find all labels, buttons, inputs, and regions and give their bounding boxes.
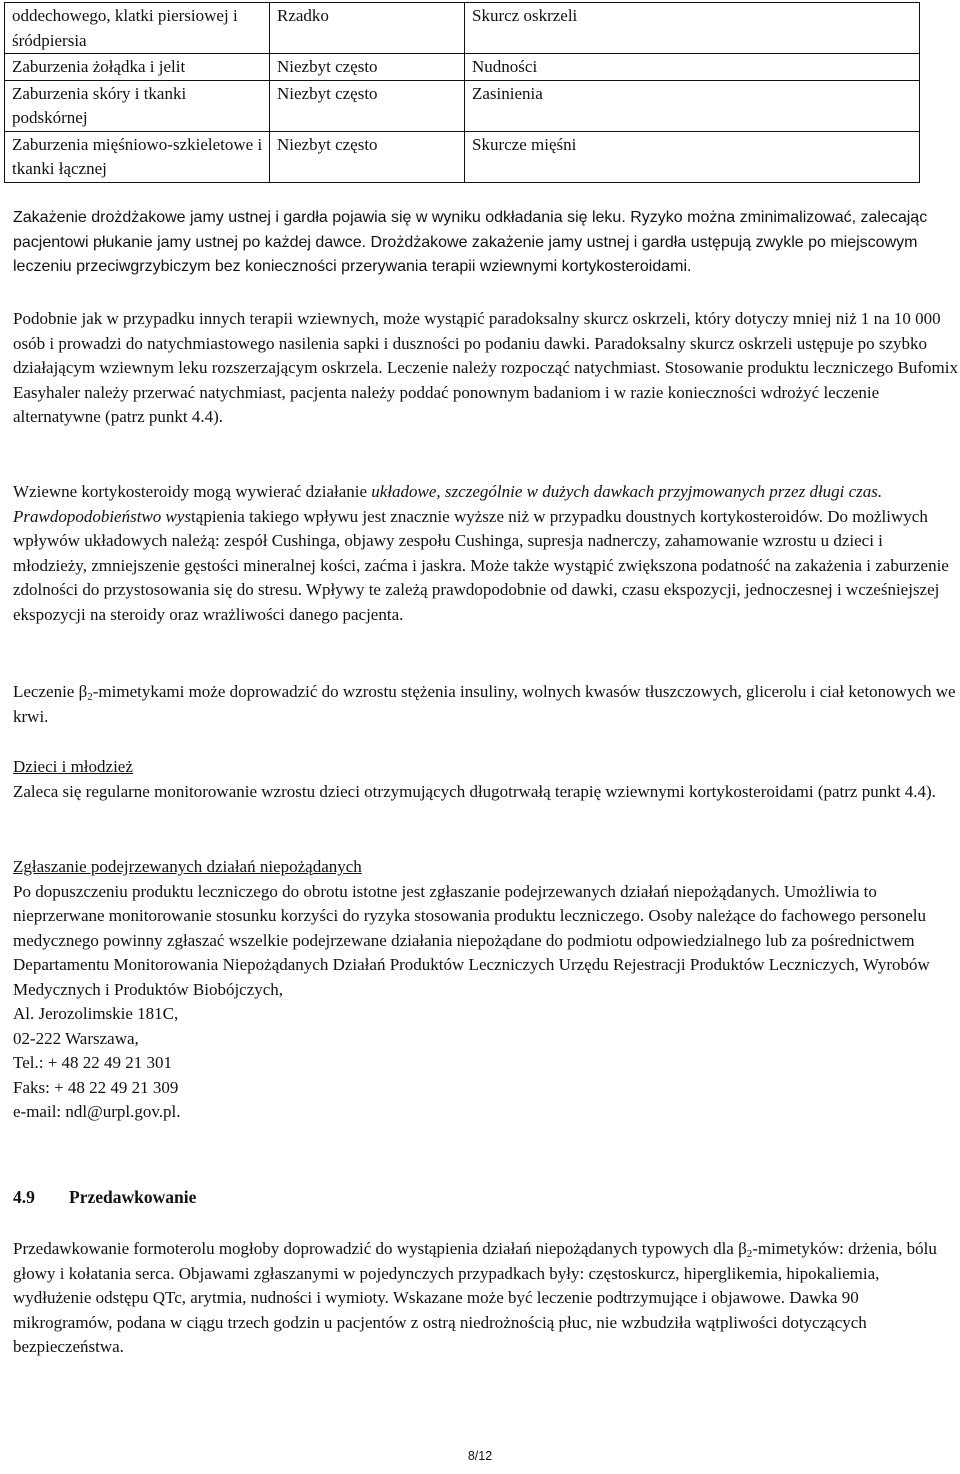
side-effects-table — [4, 2, 920, 183]
table-row — [5, 131, 920, 182]
effect-cell: Zasinienia — [465, 80, 920, 131]
table-row — [5, 80, 920, 131]
paradox-bronchospasm-paragraph — [13, 307, 960, 430]
page-number: 8/12 — [467, 1449, 493, 1463]
effect-cell: Skurcz oskrzeli — [465, 3, 920, 54]
children-section — [13, 755, 960, 804]
reporting-heading: Zgłaszanie podejrzewanych działań niepożądanych — [13, 857, 362, 876]
candidiasis-paragraph — [13, 206, 960, 280]
effect-cell: Nudności — [465, 54, 920, 81]
overdose-text-a: Przedawkowanie formoterolu mogłoby doprowadzić do wystąpienia działań niepożądanych typowych dla β — [13, 1239, 747, 1258]
effect-cell: Skurcze mięśni — [465, 131, 920, 182]
table-row — [5, 54, 920, 81]
reporting-address: Al. Jerozolimskie 181C, — [13, 1004, 179, 1023]
reporting-phone: Tel.: + 48 22 49 21 301 — [13, 1053, 173, 1072]
systemic-effects-paragraph — [13, 480, 960, 627]
beta-mimetics-paragraph — [13, 680, 960, 729]
children-heading: Dzieci i młodzież — [13, 757, 133, 776]
section-number: 4.9 — [13, 1187, 35, 1207]
organ-class-cell: oddechowego, klatki piersiowej i śródpiersia — [5, 3, 270, 54]
reporting-section — [13, 855, 960, 1125]
overdose-paragraph — [13, 1237, 960, 1360]
systemic-text-c: tąpienia takiego wpływu jest znacznie wyższe niż w przypadku doustnych kortykosteroidów. Do możliwych wpływów układowych należą: zespół Cushinga, objawy zespołu Cushinga, supresja nadnerczy, zahamowanie wzrostu u dzieci i młodzieży, zmniejszenie gęstości mineralnej kości, zaćma i jaskra. Może także wystąpić zwiększona podatność na zakażenia i zaburzenie zdolności do przystosowania się do stresu. Wpływy te zależą prawdopodobnie od dawki, czasu ekspozycji, jednoczesnej i wcześniejszej ekspozycji na steroidy oraz wrażliwości danego pacjenta. — [13, 506, 949, 624]
section-title: Przedawkowanie — [69, 1187, 197, 1207]
overdose-text-b: -mimetyków: drżenia, bólu głowy i kołatania serca. Objawami zgłaszanymi w pojedynczych przypadkach były: częstoskurcz, hiperglikemia, hipokaliemia, wydłużenie odstępu QTc, arytmia, nudności i wymioty. Wskazane może być leczenie podtrzymujące i objawowe. Dawka 90 mikrogramów, podana w ciągu trzech godzin u pacjentów z ostrą niedrożnością płuc, nie wzbudziła wątpliwości dotyczących bezpieczeństwa. — [13, 1239, 937, 1356]
systemic-text-italic: układowe, szczególnie w dużych dawkach przyjmowanych przez długi czas. Prawdopodobieństwo wys — [13, 482, 883, 526]
frequency-cell: Niezbyt często — [270, 54, 465, 81]
reporting-fax: Faks: + 48 22 49 21 309 — [13, 1077, 179, 1097]
reporting-email: e-mail: ndl@urpl.gov.pl. — [13, 1102, 181, 1121]
beta-text-pre: Leczenie β — [13, 682, 88, 701]
paradox-text-a: Podobnie jak w przypadku innych terapii wziewnych, może wystąpić paradoksalny skurcz oskrzeli, który dotyczy mniej niż 1 na 10 000 osób i prowadzi do natychmiastowego nasilenia sapki i duszności po podaniu dawki. Paradoksalny skurcz oskrzeli ustępuje po szybko działającym wziewnym leku rozszerzającym oskrzela. Leczenie należy rozpocząć natychmiast. — [13, 309, 941, 377]
frequency-cell: Rzadko — [270, 3, 465, 54]
organ-class-cell: Zaburzenia skóry i tkanki podskórnej — [5, 80, 270, 131]
children-text: Zaleca się regularne monitorowanie wzrostu dzieci otrzymujących długotrwałą terapię wziewnymi kortykosteroidami (patrz punkt 4.4). — [13, 781, 936, 801]
frequency-cell: Niezbyt często — [270, 131, 465, 182]
reporting-city: 02-222 Warszawa, — [13, 1028, 139, 1048]
organ-class-cell: Zaburzenia żołądka i jelit — [5, 54, 270, 81]
table-row — [5, 3, 920, 54]
beta-subscript: 2 — [87, 691, 93, 703]
section-heading — [13, 1187, 196, 1208]
paradox-text-b: Stosowanie produktu leczniczego Bufomix Easyhaler należy przerwać natychmiast, pacjenta należy poddać ponownym badaniom i w razie konieczności wdrożyć leczenie alternatywne (patrz punkt 4.4). — [13, 358, 958, 426]
organ-class-cell: Zaburzenia mięśniowo-szkieletowe i tkanki łącznej — [5, 131, 270, 182]
candidiasis-text: Zakażenie drożdżakowe jamy ustnej i gardła pojawia się w wyniku odkładania się leku. Ryzyko można zminimalizować, zalecając pacjentowi płukanie jamy ustnej po każdej dawce. Drożdżakowe zakażenie jamy ustnej i gardła ustępują zwykle po miejscowym leczeniu przeciwgrzybiczym bez konieczności przerywania terapii wziewnymi kortykosteroidami. — [13, 209, 928, 275]
frequency-cell: Niezbyt często — [270, 80, 465, 131]
overdose-subscript: 2 — [746, 1248, 753, 1260]
systemic-text-a: Wziewne kortykosteroidy mogą wywierać działanie — [13, 482, 372, 501]
beta-text-post: -mimetykami może doprowadzić do wzrostu stężenia insuliny, wolnych kwasów tłuszczowych, glicerolu i ciał ketonowych we krwi. — [13, 682, 956, 726]
reporting-text: Po dopuszczeniu produktu leczniczego do obrotu istotne jest zgłaszanie podejrzewanych działań niepożądanych. Umożliwia to nieprzerwane monitorowanie stosunku korzyści do ryzyka stosowania produktu leczniczego. Osoby należące do fachowego personelu medycznego powinny zgłaszać wszelkie podejrzewane działania niepożądane do podmiotu odpowiedzialnego lub za pośrednictwem Departamentu Monitorowania Niepożądanych Działań Produktów Leczniczych Urzędu Rejestracji Produktów Leczniczych, Wyrobów Medycznych i Produktów Biobójczych, — [13, 881, 930, 999]
